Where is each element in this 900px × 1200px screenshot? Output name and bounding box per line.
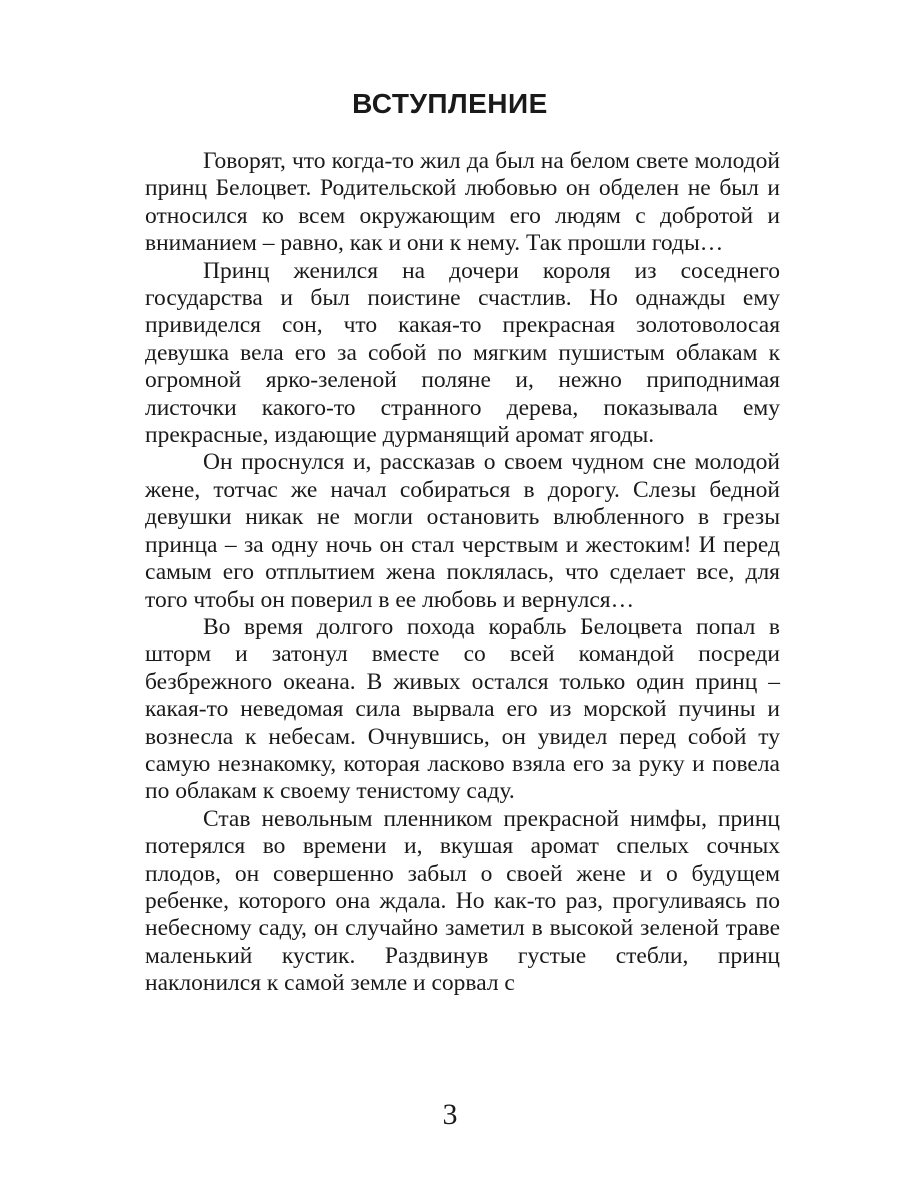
chapter-body xyxy=(145,148,780,998)
chapter-title: ВСТУПЛЕНИЕ xyxy=(352,88,548,119)
paragraph-1: Говорят, что когда-то жил да был на белом свете молодой принц Белоцвет. Родительской любовью он обделен не был и относился ко всем окружающим его людям с добротой и вниманием – равно, как и они к нему. Так прошли годы… xyxy=(145,148,780,257)
paragraph-5: Став невольным пленником прекрасной нимфы, принц потерялся во времени и, вкушая аромат спелых сочных плодов, он совершенно забыл о своей жене и о будущем ребенке, которого она ждала. Но как-то раз, прогуливаясь по небесному саду, он случайно заметил в высокой зеленой траве маленький кустик. Раздвинув густые стебли, принц наклонился к самой земле и сорвал с xyxy=(145,805,780,997)
paragraph-2: Принц женился на дочери короля из соседнего государства и был поистине счастлив. Но однажды ему привиделся сон, что какая-то прекрасная золотоволосая девушка вела его за собой по мягким пушистым облакам к огромной ярко-зеленой поляне и, нежно приподнимая листочки какого-то странного дерева, показывала ему прекрасные, издающие дурманящий аромат ягоды. xyxy=(145,257,780,449)
paragraph-4: Во время долгого похода корабль Белоцвета попал в шторм и затонул вместе со всей командой посреди безбрежного океана. В живых остался только один принц – какая-то неведомая сила вырвала его из морской пучины и вознесла к небесам. Очнувшись, он увидел перед собой ту самую незнакомку, которая ласково взяла его за руку и повела по облакам к своему тенистому саду. xyxy=(145,613,780,805)
page-number: 3 xyxy=(442,1098,458,1131)
paragraph-3: Он проснулся и, рассказав о своем чудном сне молодой жене, тотчас же начал собираться в дорогу. Слезы бедной девушки никак не могли остановить влюбленного в грезы принца – за одну ночь он стал черствым и жестоким! И перед самым его отплытием жена поклялась, что сделает все, для того чтобы он поверил в ее любовь и вернулся… xyxy=(145,449,780,613)
